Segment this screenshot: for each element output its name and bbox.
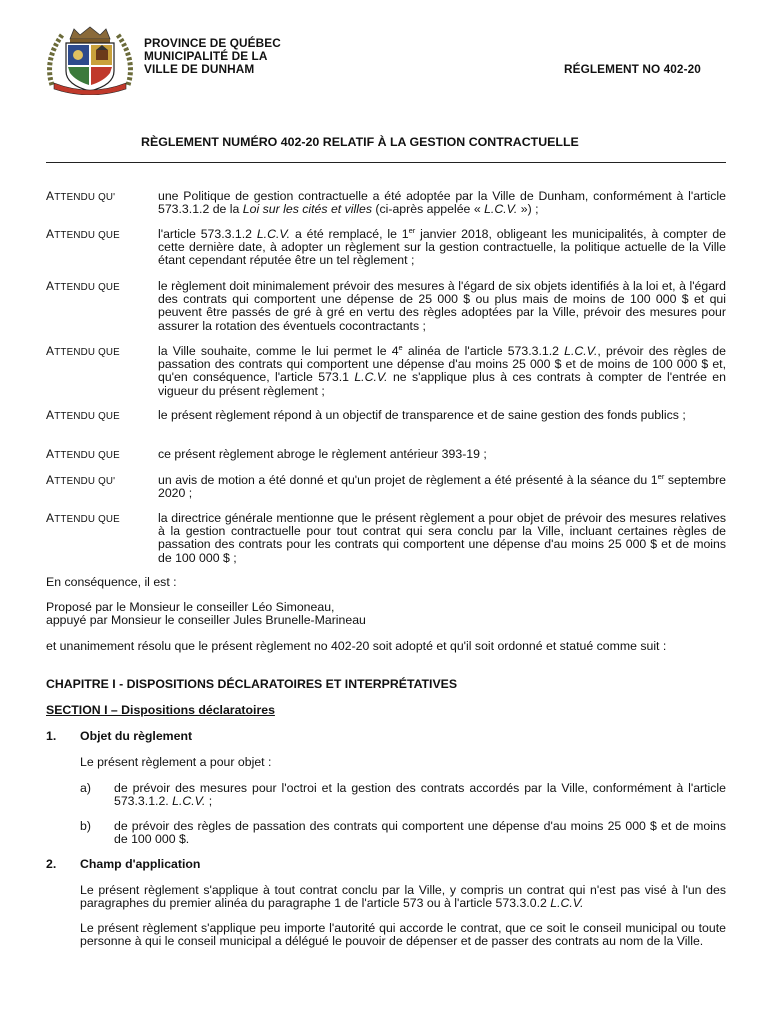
whereas-label: ATTENDU QUE bbox=[46, 408, 120, 422]
chapter-heading: CHAPITRE I - DISPOSITIONS DÉCLARATOIRES ET INTERPRÉTATIVES bbox=[46, 677, 458, 691]
article-2-number: 2. bbox=[46, 857, 57, 871]
header-municipality: MUNICIPALITÉ DE LA bbox=[144, 49, 268, 63]
list-item-letter: b) bbox=[80, 819, 91, 833]
whereas-label: ATTENDU QU' bbox=[46, 473, 116, 487]
whereas-label: ATTENDU QUE bbox=[46, 511, 120, 525]
proposed-by: Proposé par le Monsieur le conseiller Léo Simoneau, bbox=[46, 600, 335, 614]
article-1-number: 1. bbox=[46, 729, 57, 743]
article-2-paragraph-2: Le présent règlement s'applique peu importe l'autorité qui accorde le contrat, que ce soit le conseil municipal ou toute personne à qui le conseil municipal a délégué le pouvoir de dépenser et de passer des contrats au nom de la Ville. bbox=[80, 921, 726, 949]
list-item-letter: a) bbox=[80, 781, 91, 795]
whereas-label: ATTENDU QUE bbox=[46, 227, 120, 241]
article-1-intro: Le présent règlement a pour objet : bbox=[80, 755, 272, 769]
article-2-title: Champ d'application bbox=[80, 857, 201, 871]
section-heading: SECTION I – Dispositions déclaratoires bbox=[46, 703, 275, 717]
whereas-label: ATTENDU QU' bbox=[46, 189, 116, 203]
consequence-text: En conséquence, il est : bbox=[46, 575, 177, 589]
whereas-text: le présent règlement répond à un objectif de transparence et de saine gestion des fonds publics ; bbox=[158, 408, 686, 422]
title-divider bbox=[46, 162, 726, 163]
header-city: VILLE DE DUNHAM bbox=[144, 62, 255, 76]
whereas-text: la directrice générale mentionne que le présent règlement a pour objet de prévoir des mesures relatives à la gestion contractuelle pour tout contrat qui sera conclu par la Ville, incluant certaines règles de passation des contrats pour les contrats qui comportent une dépense d'au moins 25 000 $ et de moins de 100 000 $ ; bbox=[158, 511, 726, 565]
list-item-text: de prévoir des règles de passation des contrats qui comportent une dépense d'au moins 25 000 $ et de moins de 100 000 $. bbox=[114, 819, 726, 847]
whereas-text: la Ville souhaite, comme le lui permet le 4e alinéa de l'article 573.3.1.2 L.C.V., prévoir des règles de passation des contrats qui comportent une dépense d'au moins 25 000 $ et de moins de 100 000 $ et, qu'en conséquence, l'article 573.1 L.C.V. ne s'applique plus à ces contrats à compter de l'entrée en vigueur du présent règlement ; bbox=[158, 343, 726, 398]
header-regulation-ref: RÉGLEMENT NO 402-20 bbox=[564, 62, 701, 76]
whereas-text: un avis de motion a été donné et qu'un projet de règlement a été présenté à la séance du 1er septembre 2020 ; bbox=[158, 472, 727, 501]
seconded-by: appuyé par Monsieur le conseiller Jules Brunelle-Marineau bbox=[46, 613, 366, 627]
whereas-text: l'article 573.3.1.2 L.C.V. a été remplacé, le 1er janvier 2018, obligeant les municipalités, à compter de cette dernière date, à adopter un règlement sur la gestion contractuelle, la politique actuelle de la Ville étant cependant réputée être un tel règlement ; bbox=[158, 226, 727, 268]
whereas-label: ATTENDU QUE bbox=[46, 344, 120, 358]
municipal-crest bbox=[40, 25, 140, 95]
document-title: RÈGLEMENT NUMÉRO 402-20 RELATIF À LA GESTION CONTRACTUELLE bbox=[141, 135, 579, 149]
whereas-text: le règlement doit minimalement prévoir des mesures à l'égard de six objets identifiés à la loi et, à l'égard des contrats qui comportent une dépense de 25 000 $ ou plus mais de moins de 100 000 $ et qui peuvent être passés de gré à gré en vertu des règles adoptées par la Ville, prévoir des mesures pour assurer la rotation des éventuels cocontractants ; bbox=[158, 279, 726, 333]
whereas-text: une Politique de gestion contractuelle a été adoptée par la Ville de Dunham, conformément à l'article 573.3.1.2 de la Loi sur les cités et villes (ci-après appelée « L.C.V. ») ; bbox=[158, 189, 726, 217]
article-2-paragraph-1: Le présent règlement s'applique à tout contrat conclu par la Ville, y compris un contrat qui n'est pas visé à l'un des paragraphes du premier alinéa du paragraphe 1 de l'article 573 ou à l'article 573.3.0.2 L.C.V. bbox=[80, 883, 726, 911]
whereas-label: ATTENDU QUE bbox=[46, 279, 120, 293]
resolution-text: et unanimement résolu que le présent règlement no 402-20 soit adopté et qu'il soit ordonné et statué comme suit : bbox=[46, 639, 667, 653]
header-province: PROVINCE DE QUÉBEC bbox=[144, 36, 281, 50]
whereas-label: ATTENDU QUE bbox=[46, 447, 120, 461]
list-item-text: de prévoir des mesures pour l'octroi et la gestion des contrats accordés par la Ville, conformément à l'article 573.3.1.2. L.C.V. ; bbox=[114, 781, 726, 809]
article-1-title: Objet du règlement bbox=[80, 729, 193, 743]
whereas-text: ce présent règlement abroge le règlement antérieur 393-19 ; bbox=[158, 447, 487, 461]
